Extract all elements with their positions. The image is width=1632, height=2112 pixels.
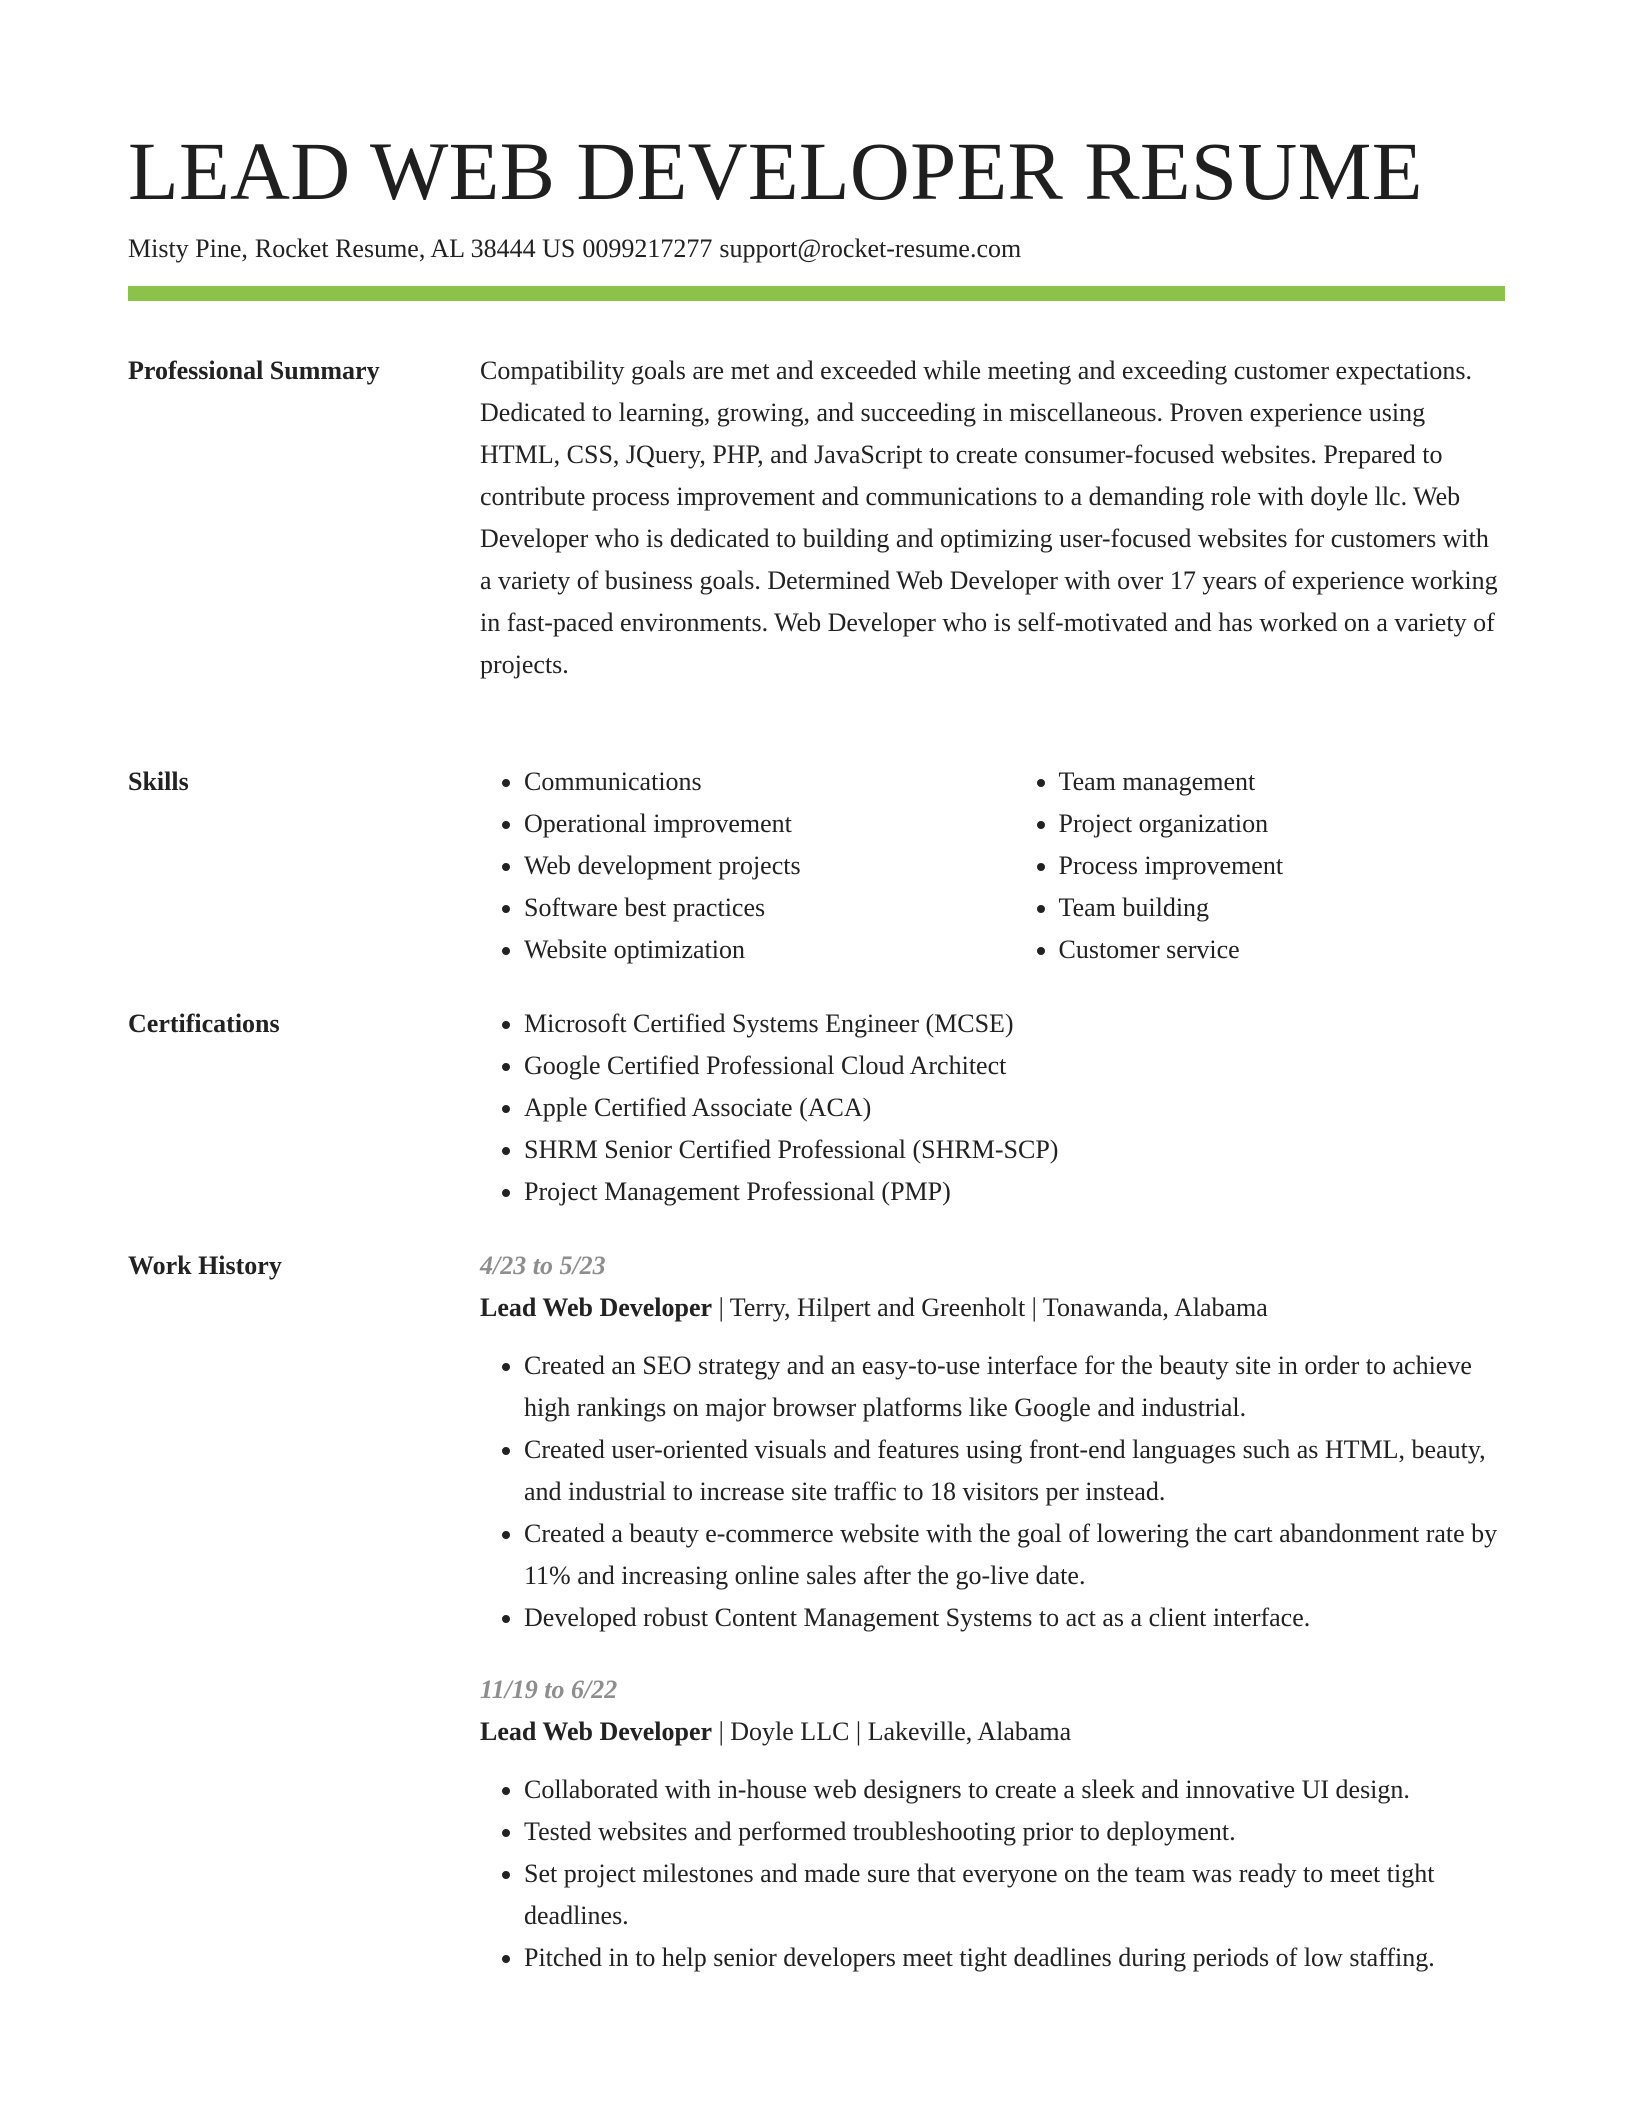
contact-address: Rocket Resume, AL 38444 US: [254, 234, 576, 263]
skill-item: • Operational improvement: [524, 803, 971, 845]
certification-item: • Microsoft Certified Systems Engineer (MCSE): [524, 1003, 1505, 1045]
skill-item: • Team management: [1059, 761, 1506, 803]
job-date: 4/23 to 5/23: [480, 1251, 606, 1280]
certification-item: • Google Certified Professional Cloud Architect: [524, 1045, 1505, 1087]
certification-item: • SHRM Senior Certified Professional (SHRM-SCP): [524, 1129, 1505, 1171]
certifications-bullets: [480, 1003, 1505, 1213]
job-title: Lead Web Developer: [480, 1717, 713, 1746]
skill-item: • Customer service: [1059, 929, 1506, 971]
work-history-label: Work History: [128, 1251, 282, 1280]
skills-list: [480, 761, 1505, 971]
job-bullet: • Pitched in to help senior developers meet tight deadlines during periods of low staffing.: [524, 1937, 1505, 1979]
job-bullet: • Created user-oriented visuals and features using front-end languages such as HTML, beauty, and industrial to increase site traffic to 18 visitors per instead.: [524, 1429, 1505, 1513]
job-bullet: • Tested websites and performed troubleshooting prior to deployment.: [524, 1811, 1505, 1853]
skill-item: • Communications: [524, 761, 971, 803]
contact-email[interactable]: support@rocket-resume.com: [719, 234, 1022, 263]
skill-item: • Team building: [1059, 887, 1506, 929]
skills-label: Skills: [128, 767, 189, 796]
summary-body: [480, 350, 1505, 686]
job-bullet: • Created a beauty e-commerce website with the goal of lowering the cart abandonment rate by 11% and increasing online sales after the go-live date.: [524, 1513, 1505, 1597]
job-bullets: [480, 1769, 1505, 1979]
certification-item: • Project Management Professional (PMP): [524, 1171, 1505, 1213]
work-history-body: [480, 1245, 1505, 2009]
job-date: 11/19 to 6/22: [480, 1675, 618, 1704]
job-entry: [480, 1669, 1505, 1979]
skill-item: • Website optimization: [524, 929, 971, 971]
job-heading: [480, 1287, 1505, 1329]
certifications-list: [480, 1003, 1505, 1213]
skill-item: • Software best practices: [524, 887, 971, 929]
resume-title: LEAD WEB DEVELOPER RESUME: [128, 125, 1423, 217]
summary-label: Professional Summary: [128, 356, 380, 385]
skill-item: • Process improvement: [1059, 845, 1506, 887]
certification-item: • Apple Certified Associate (ACA): [524, 1087, 1505, 1129]
job-bullet: • Developed robust Content Management Systems to act as a client interface.: [524, 1597, 1505, 1639]
job-details: | Doyle LLC | Lakeville, Alabama: [712, 1717, 1072, 1746]
summary-text: Compatibility goals are met and exceeded while meeting and exceeding customer expectations. Dedicated to learning, growing, and succeeding in miscellaneous. Proven experience using HTML, CSS, JQuery, PHP, and JavaScript to create consumer-focused websites. Prepared to contribute process improvement and communications to a demanding role with doyle llc. Web Developer who is dedicated to building and optimizing user-focused websites for customers with a variety of business goals. Determined Web Developer with over 17 years of experience working in fast-paced environments. Web Developer who is self-motivated and has worked on a variety of projects.: [480, 356, 1498, 679]
header-accent-rule: [128, 286, 1505, 301]
certifications-label: Certifications: [128, 1009, 280, 1038]
job-bullet: • Collaborated with in-house web designers to create a sleek and innovative UI design.: [524, 1769, 1505, 1811]
skill-item: • Web development projects: [524, 845, 971, 887]
skills-column-left: [480, 761, 971, 971]
job-details: | Terry, Hilpert and Greenholt | Tonawanda, Alabama: [712, 1293, 1268, 1322]
skills-column-right: [1015, 761, 1506, 971]
contact-name: Misty Pine,: [128, 234, 248, 263]
job-heading: [480, 1711, 1505, 1753]
job-bullet: • Set project milestones and made sure that everyone on the team was ready to meet tight deadlines.: [524, 1853, 1505, 1937]
job-bullets: [480, 1345, 1505, 1639]
job-title: Lead Web Developer: [480, 1293, 713, 1322]
job-entry: [480, 1245, 1505, 1639]
contact-line: [128, 231, 1021, 267]
skill-item: • Project organization: [1059, 803, 1506, 845]
contact-phone: 0099217277: [582, 234, 713, 263]
job-bullet: • Created an SEO strategy and an easy-to-use interface for the beauty site in order to achieve high rankings on major browser platforms like Google and industrial.: [524, 1345, 1505, 1429]
